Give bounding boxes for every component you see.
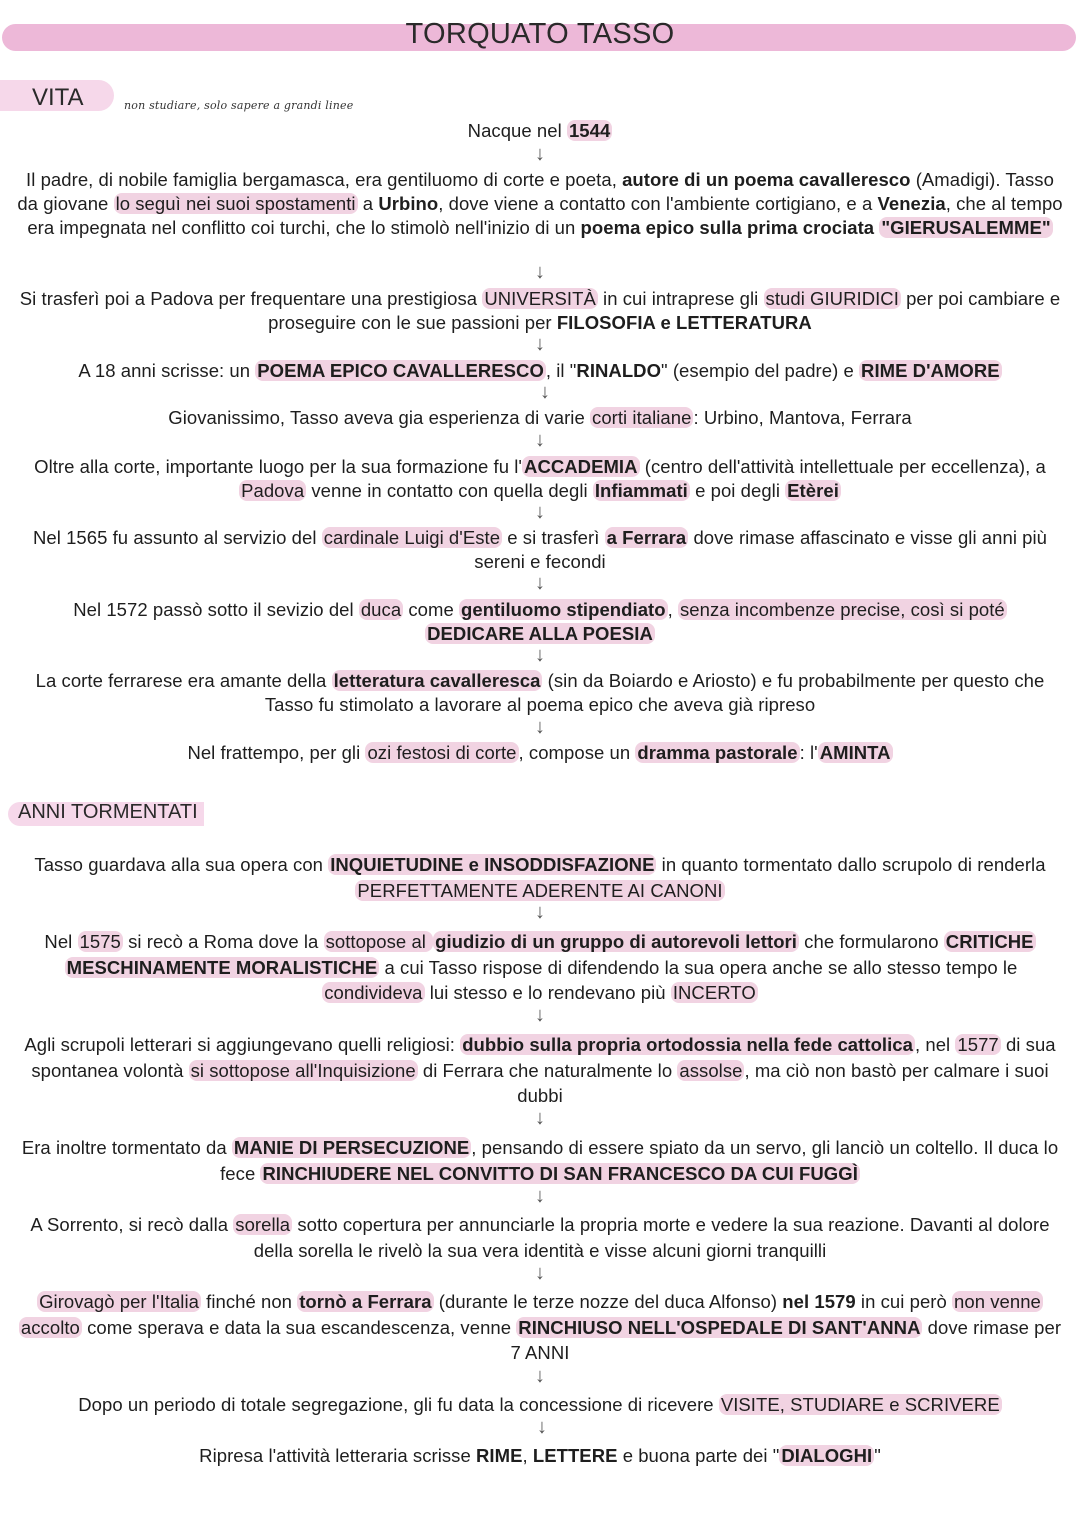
- handwritten-note: non studiare, solo sapere a grandi linee: [124, 99, 354, 112]
- arrow-icon: ↓: [535, 261, 545, 283]
- paragraph-sorrento: A Sorrento, si recò dalla sorella sotto copertura per annunciarle la propria morte e vedere la sua reazione. Davanti al dolore della sorella le rivelò la sua vera identità e visse alcuni giorni tranquilli: [30, 1214, 1050, 1261]
- paragraph-father: Il padre, di nobile famiglia bergamasca, era gentiluomo di corte e poeta, autore di un poema cavalleresco (Amadigi). Tasso da giovane lo seguì nei suoi spostamenti a Urbino, dove viene a contatto con l'ambiente cortigiano, e a Venezia, che al tempo era impegnata nel conflitto coi turchi, che lo stimolò nell'inizio di un poema epico sulla prima crociata "GIERUSALEMME": [17, 169, 1063, 238]
- arrow-icon: ↓: [535, 572, 545, 594]
- section-header-anni-tormentati: ANNI TORMENTATI: [18, 801, 198, 823]
- arrow-icon: ↓: [535, 1107, 545, 1129]
- paragraph-scrupoli-religiosi: Agli scrupoli letterari si aggiungevano quelli religiosi: dubbio sulla propria ortodossia nella fede cattolica , nel 1577 di sua spontanea volontà si sottopose all'Inquisizione di Ferrara che naturalmente lo assolse , ma ciò non bastò per calmare i suoi dubbi: [24, 1034, 1056, 1106]
- paragraph-1572: Nel 1572 passò sotto il sevizio del duca come gentiluomo stipendiato , senza incombenze precise, così si poté DEDICARE ALLA POESIA: [73, 599, 1005, 644]
- paragraph-corte-ferrarese: La corte ferrarese era amante della letteratura cavalleresca (sin da Boiardo e Ariosto) e fu probabilmente per questo che Tasso fu stimolato a lavorare al poema epico che aveva già ripreso: [35, 670, 1045, 715]
- arrow-icon: ↓: [535, 143, 545, 165]
- arrow-icon: ↓: [540, 381, 550, 403]
- arrow-icon: ↓: [535, 644, 545, 666]
- paragraph-1579: Girovagò per l'Italia finché non tornò a Ferrara (durante le terze nozze del duca Alfonso) nel 1579 in cui però non venne accolto come sperava e data la sua escandescenza, venne RINCHIUSO NELL'OSPEDALE DI SANT'ANNA dove rimase per 7 ANNI: [20, 1291, 1062, 1363]
- arrow-icon: ↓: [535, 1365, 545, 1387]
- paragraph-corti: Giovanissimo, Tasso aveva gia esperienza di varie corti italiane : Urbino, Mantova, Ferrara: [168, 407, 912, 428]
- arrow-icon: ↓: [535, 1185, 545, 1207]
- arrow-icon: ↓: [535, 333, 545, 355]
- arrow-icon: ↓: [535, 429, 545, 451]
- arrow-icon: ↓: [535, 1004, 545, 1026]
- paragraph-segregazione: Dopo un periodo di totale segregazione, gli fu data la concessione di ricevere VISITE, STUDIARE e SCRIVERE: [78, 1394, 1000, 1415]
- paragraph-accademia: Oltre alla corte, importante luogo per la sua formazione fu l' ACCADEMIA (centro dell'attività intellettuale per eccellenza), a Padova venne in contatto con quella degli Infiammati e poi degli Etèrei: [34, 456, 1046, 501]
- paragraph-inquietudine: Tasso guardava alla sua opera con INQUIETUDINE e INSODDISFAZIONE in quanto tormentato dallo scrupolo di renderla PERFETTAMENTE ADERENTE AI CANONI: [34, 854, 1046, 901]
- arrow-icon: ↓: [535, 716, 545, 738]
- arrow-icon: ↓: [535, 901, 545, 923]
- paragraph-persecuzione: Era inoltre tormentato da MANIE DI PERSECUZIONE , pensando di essere spiato da un servo, gli lanciò un coltello. Il duca lo fece RINCHIUDERE NEL CONVITTO DI SAN FRANCESCO DA CUI FUGGÌ: [21, 1137, 1059, 1184]
- paragraph-1565: Nel 1565 fu assunto al servizio del cardinale Luigi d'Este e si trasferì a Ferrara dove rimase affascinato e visse gli anni più sereni e fecondi: [32, 527, 1048, 572]
- arrow-icon: ↓: [537, 1416, 547, 1438]
- birth-year: 1544: [568, 120, 611, 141]
- paragraph-1575: Nel 1575 si recò a Roma dove la sottopose al giudizio di un gruppo di autorevoli lettori che formularono CRITICHE MESCHINAMENTE MORALISTICHE a cui Tasso rispose di difendendo la sua opera anche se allo stesso tempo le condivideva lui stesso e lo rendevano più INCERTO: [44, 931, 1034, 1003]
- paragraph-birth: Nacque nel 1544: [467, 120, 611, 141]
- paragraph-18-anni: A 18 anni scrisse: un POEMA EPICO CAVALLERESCO , il "RINALDO" (esempio del padre) e RIME D'AMORE: [78, 360, 1000, 381]
- arrow-icon: ↓: [535, 501, 545, 523]
- paragraph-ripresa: Ripresa l'attività letteraria scrisse RIME, LETTERE e buona parte dei " DIALOGHI ": [199, 1445, 881, 1466]
- page-title: TORQUATO TASSO: [405, 18, 675, 50]
- section-header-vita: VITA: [32, 84, 84, 111]
- paragraph-aminta: Nel frattempo, per gli ozi festosi di corte , compose un dramma pastorale : l' AMINTA: [187, 742, 891, 763]
- arrow-icon: ↓: [535, 1262, 545, 1284]
- paragraph-padova: Si trasferì poi a Padova per frequentare una prestigiosa UNIVERSITÀ in cui intraprese gli studi GIURIDICI per poi cambiare e proseguire con le sue passioni per FILOSOFIA e LETTERATURA: [19, 288, 1061, 333]
